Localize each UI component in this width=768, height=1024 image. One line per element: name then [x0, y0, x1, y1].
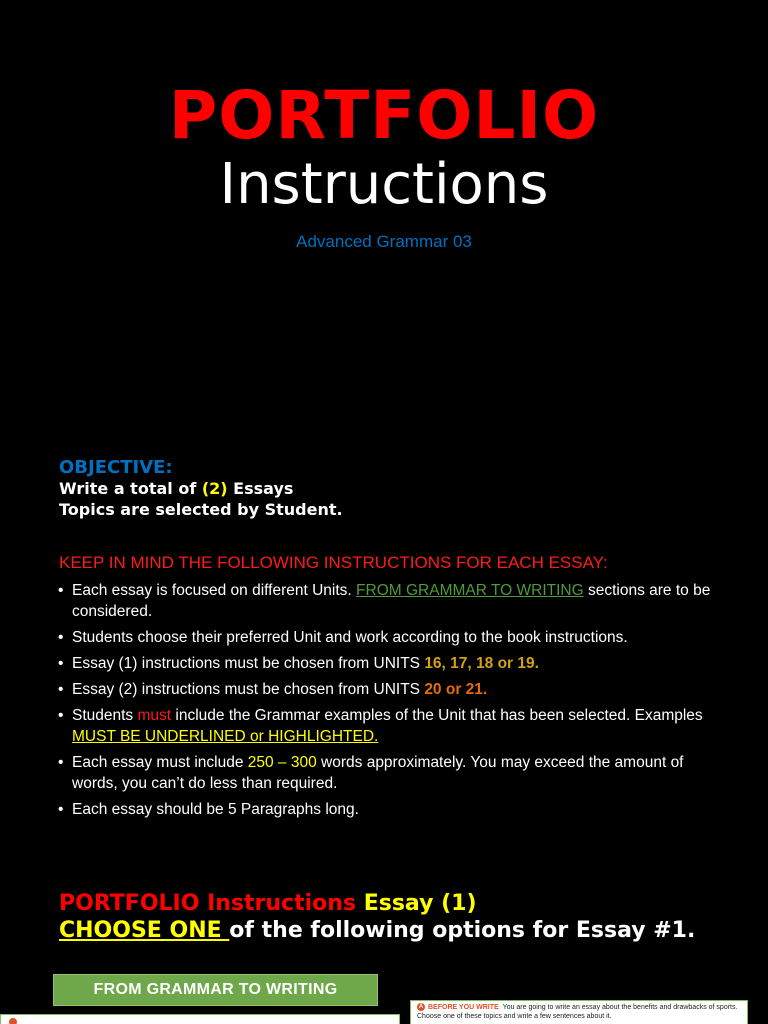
book-excerpt-right — [410, 1000, 748, 1024]
essay1-heading — [59, 890, 739, 944]
before-you-write-text: You are going to write an essay about the benefits and drawbacks of sports. Choose one of these topics and write a few sentences about it. — [417, 1004, 738, 1020]
instructions-subtitle: Instructions — [219, 152, 549, 217]
essay-count: (2) — [201, 479, 228, 498]
step-marker-icon — [9, 1018, 17, 1024]
choose-one: CHOOSE ONE — [59, 918, 230, 943]
underline-requirement: MUST BE UNDERLINED or HIGHLIGHTED. — [72, 728, 379, 745]
portfolio-title: PORTFOLIO — [168, 77, 600, 154]
word-range: 250 – 300 — [247, 754, 317, 771]
bullet-text: sections are to be considered. — [72, 582, 711, 620]
bullet-text: Each essay should be 5 Paragraphs long. — [72, 801, 359, 818]
list-item — [58, 580, 718, 622]
objective-text: Essays — [227, 479, 294, 498]
must-emphasis: must — [137, 707, 172, 724]
bullet-text: words approximately. You may exceed the amount of words, you can’t do less than required. — [72, 754, 684, 792]
objective-heading: OBJECTIVE: — [59, 457, 173, 478]
from-grammar-to-writing-banner: FROM GRAMMAR TO WRITING — [53, 974, 378, 1006]
essay1-heading-rest: of the following options for Essay #1. — [229, 918, 696, 943]
essay1-units: 16, 17, 18 or 19. — [424, 655, 539, 672]
book-excerpt-left — [0, 1014, 400, 1024]
list-item — [58, 679, 718, 700]
list-item — [58, 752, 718, 794]
essay1-heading-yellow: Essay (1) — [356, 891, 477, 916]
bullet-text: include the Grammar examples of the Unit that has been selected. Examples — [171, 707, 703, 724]
bullet-text: Students choose their preferred Unit and work according to the book instructions. — [72, 629, 628, 646]
objective-line-essay-count — [59, 479, 293, 499]
instructions-list — [58, 580, 718, 825]
bullet-text: Essay (1) instructions must be chosen from UNITS — [72, 655, 425, 672]
bullet-text: Students — [72, 707, 138, 724]
instructions-heading: KEEP IN MIND THE FOLLOWING INSTRUCTIONS FOR EACH ESSAY: — [59, 553, 608, 572]
course-name: Advanced Grammar 03 — [296, 232, 472, 251]
grammar-to-writing-link: FROM GRAMMAR TO WRITING — [356, 582, 584, 599]
list-item — [58, 653, 718, 674]
before-you-write-label: BEFORE YOU WRITE — [428, 1004, 499, 1011]
list-item — [58, 799, 718, 820]
essay2-units: 20 or 21. — [424, 681, 488, 698]
bullet-text: Each essay is focused on different Units. — [72, 582, 357, 599]
step-a-icon: A — [418, 1004, 424, 1011]
objective-text: Write a total of — [59, 479, 202, 498]
list-item — [58, 627, 718, 648]
essay1-heading-red: PORTFOLIO Instructions — [59, 891, 357, 916]
objective-line-topics: Topics are selected by Student. — [59, 500, 343, 519]
bullet-text: Essay (2) instructions must be chosen from UNITS — [72, 681, 425, 698]
bullet-text: Each essay must include — [72, 754, 248, 771]
list-item — [58, 705, 718, 747]
